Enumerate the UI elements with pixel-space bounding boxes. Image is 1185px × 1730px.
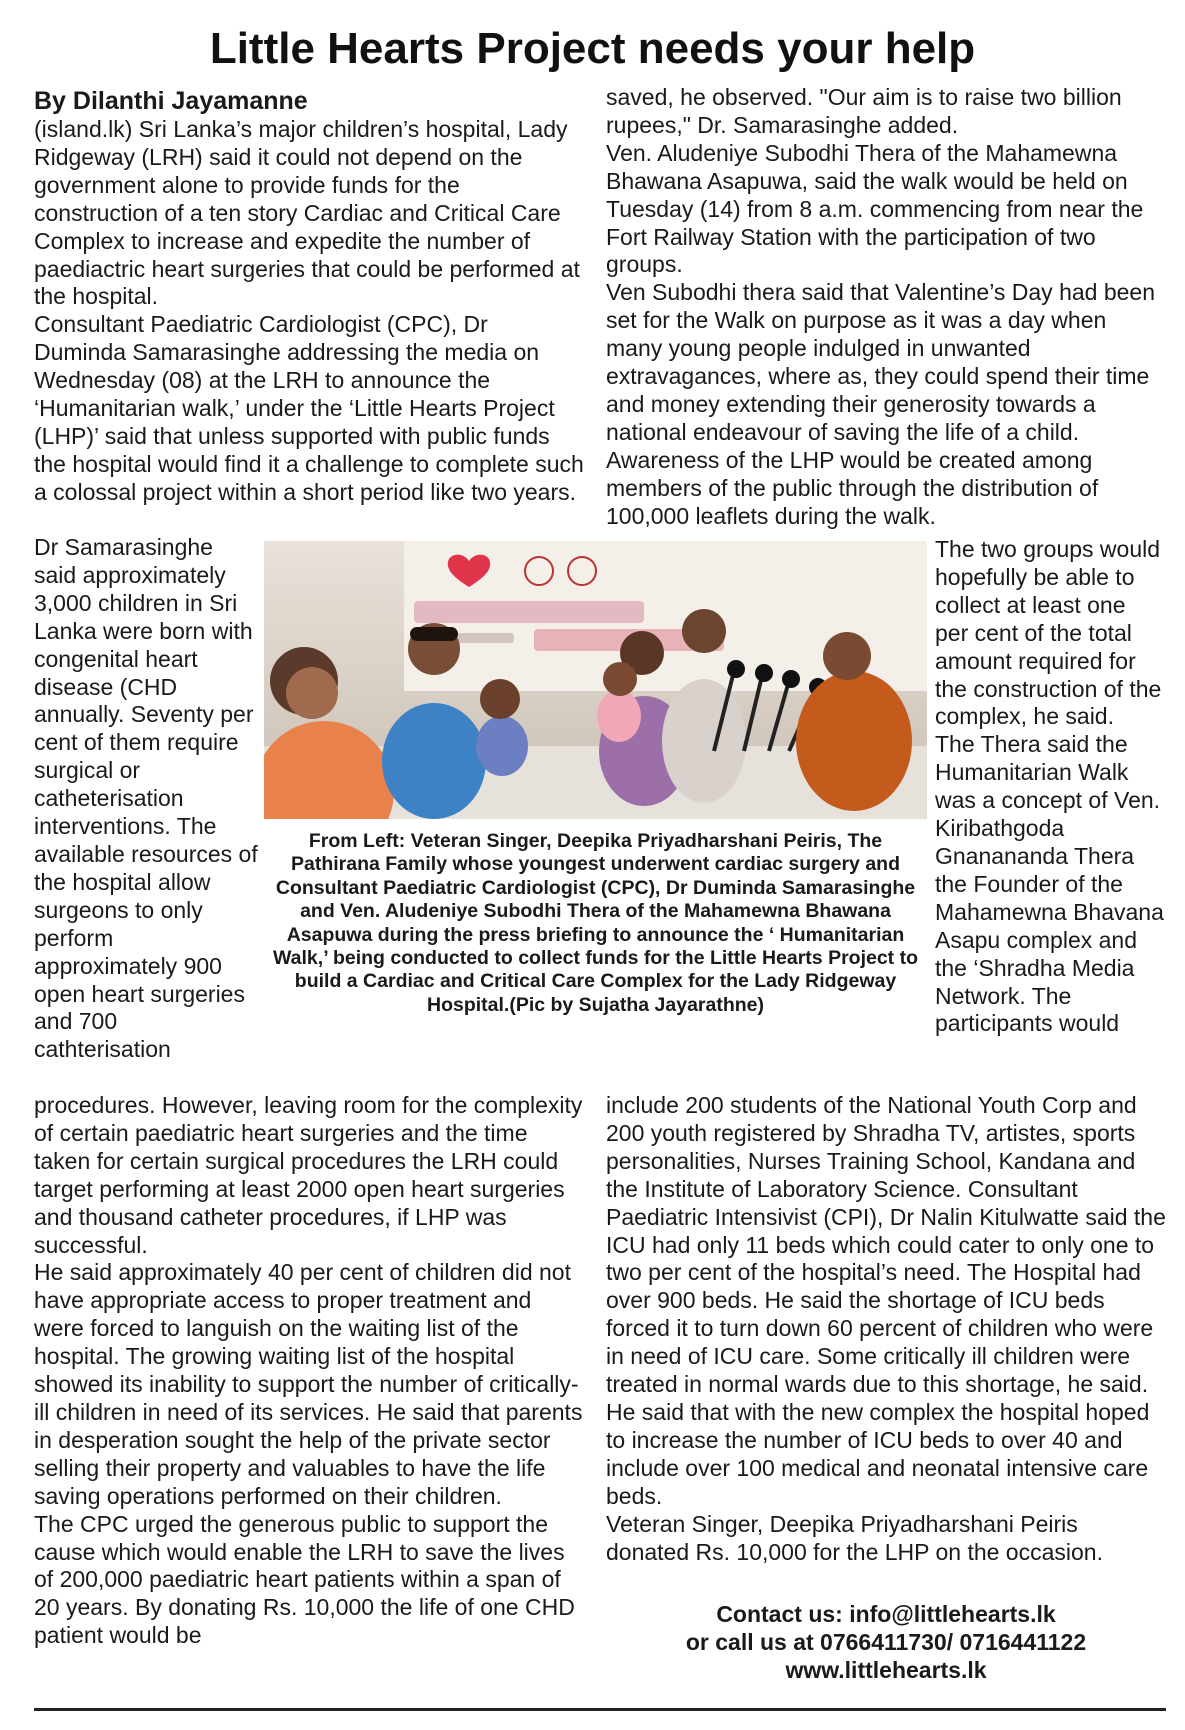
paragraph: Ven. Aludeniye Subodhi Thera of the Mahamewna Bhawana Asapuwa, said the walk would be held on Tuesday (14) from 8 a.m. commencing from near the Fort Railway Station with the participation of two groups. xyxy=(606,139,1144,278)
person-child xyxy=(597,690,641,742)
column-right-top xyxy=(606,84,1166,531)
person-father xyxy=(382,703,486,819)
photo-caption: From Left: Veteran Singer, Deepika Priyadharshani Peiris, The Pathirana Family whose youngest underwent cardiac surgery and Consultant Paediatric Cardiologist (CPC), Dr Duminda Samarasinghe and Ven. Aludeniye Subodhi Thera of the Mahamewna Bhawana Asapuwa during the press briefing to announce the ‘ Humanitarian Walk,’ being conducted to collect funds for the Little Hearts Project to build a Cardiac and Critical Care Complex for the Lady Ridgeway Hospital.(Pic by Sujatha Jayarathne) xyxy=(272,830,918,1016)
paragraph: (island.lk) Sri Lanka’s major children’s hospital, Lady Ridgeway (LRH) said it could not depend on the government alone to provide funds for the construction of a ten story Cardiac and Critical Care Complex to increase and expedite the number of paediactric heart surgeries that could be performed at the hospital. xyxy=(34,116,580,310)
person-doctor xyxy=(662,679,746,803)
column-right-wrap xyxy=(935,536,1165,1038)
paragraph: Dr Samarasinghe said approximately 3,000 children in Sri Lanka were born with congenital heart disease (CHD annually. Seventy per cent of them require surgical or catheterisation interventions. The available resources of the hospital allow surgeons to only perform approximately 900 open heart surgeries and 700 cathterisation xyxy=(34,534,258,1063)
column-right-bottom xyxy=(606,1092,1166,1566)
article-title: Little Hearts Project needs your help xyxy=(209,24,976,73)
contact-block xyxy=(606,1600,1166,1684)
contact-email: Contact us: info@littlehearts.lk xyxy=(716,1601,1056,1627)
paragraph: Veteran Singer, Deepika Priyadharshani Peiris donated Rs. 10,000 for the LHP on the occasion. xyxy=(606,1510,1103,1565)
paragraph: He said approximately 40 per cent of children did not have appropriate access to proper treatment and were forced to languish on the waiting list of the hospital. The growing waiting list of the hospital showed its inability to support the number of critically-ill children in need of its services. He said that parents in desperation sought the help of the private sector selling their property and valuables to have the life saving operations performed on their children. xyxy=(34,1259,583,1509)
person-monk xyxy=(796,671,912,811)
banner-script xyxy=(414,601,644,623)
bottom-rule xyxy=(34,1708,1166,1711)
paragraph: procedures. However, leaving room for the complexity of certain paediatric heart surgeries and the time taken for certain surgical procedures the LRH could target performing at least 2000 open heart surgeries and thousand catheter procedures, if LHP was successful. xyxy=(34,1092,583,1258)
paragraph: The two groups would hopefully be able to collect at least one per cent of the total amount required for the construction of the complex, he said. xyxy=(935,536,1162,730)
column-left-wrap xyxy=(34,534,259,1064)
person-child xyxy=(476,716,528,776)
paragraph: The CPC urged the generous public to support the cause which would enable the LRH to save the lives of 200,000 paediatric heart patients within a span of 20 years. By donating Rs. 10,000 the life of one CHD patient would be xyxy=(34,1510,575,1649)
paragraph: saved, he observed. "Our aim is to raise two billion rupees," Dr. Samarasinghe added. xyxy=(606,84,1122,138)
press-briefing-photo xyxy=(264,541,927,819)
paragraph: Consultant Paediatric Cardiologist (CPC), Dr Duminda Samarasinghe addressing the media on Wednesday (08) at the LRH to announce the ‘Humanitarian walk,’ under the ‘Little Hearts Project (LHP)’ said that unless supported with public funds the hospital would find it a challenge to complete such a colossal project within a short period like two years. xyxy=(34,311,584,505)
contact-website: www.littlehearts.lk xyxy=(785,1657,987,1683)
column-left-bottom xyxy=(34,1092,586,1650)
byline: By Dilanthi Jayamanne xyxy=(34,87,308,115)
column-left-top xyxy=(34,116,586,507)
paragraph: include 200 students of the National Youth Corp and 200 youth registered by Shradha TV, artistes, sports personalities, Nurses Training School, Kandana and the Institute of Laboratory Science. Consultant Paediatric Intensivist (CPI), Dr Nalin Kitulwatte said the ICU had only 11 beds which could cater to only one to two per cent of the hospital’s need. The Hospital had over 900 beds. He said the shortage of ICU beds forced it to turn down 60 percent of children who were in need of ICU care. Some critically ill children were treated in normal wards due to this shortage, he said. He said that with the new complex the hospital hoped to increase the number of ICU beds to over 40 and include over 100 medical and neonatal intensive care beds. xyxy=(606,1092,1166,1509)
paragraph: Ven Subodhi thera said that Valentine’s Day had been set for the Walk on purpose as it was a day when many young people indulged in unwanted extravagances, where as, they could spend their time and money extending their generosity towards a national endeavour of saving the life of a child. Awareness of the LHP would be created among members of the public through the distribution of 100,000 leaflets during the walk. xyxy=(606,279,1156,529)
contact-phone: or call us at 0766411730/ 0716441122 xyxy=(685,1629,1087,1655)
press-briefing-illustration xyxy=(264,541,927,819)
paragraph: The Thera said the Humanitarian Walk was a concept of Ven. Kiribathgoda Gnanananda Thera the Founder of the Mahamewna Bhavana Asapu complex and the ‘Shradha Media Network. The participants would xyxy=(935,731,1164,1037)
